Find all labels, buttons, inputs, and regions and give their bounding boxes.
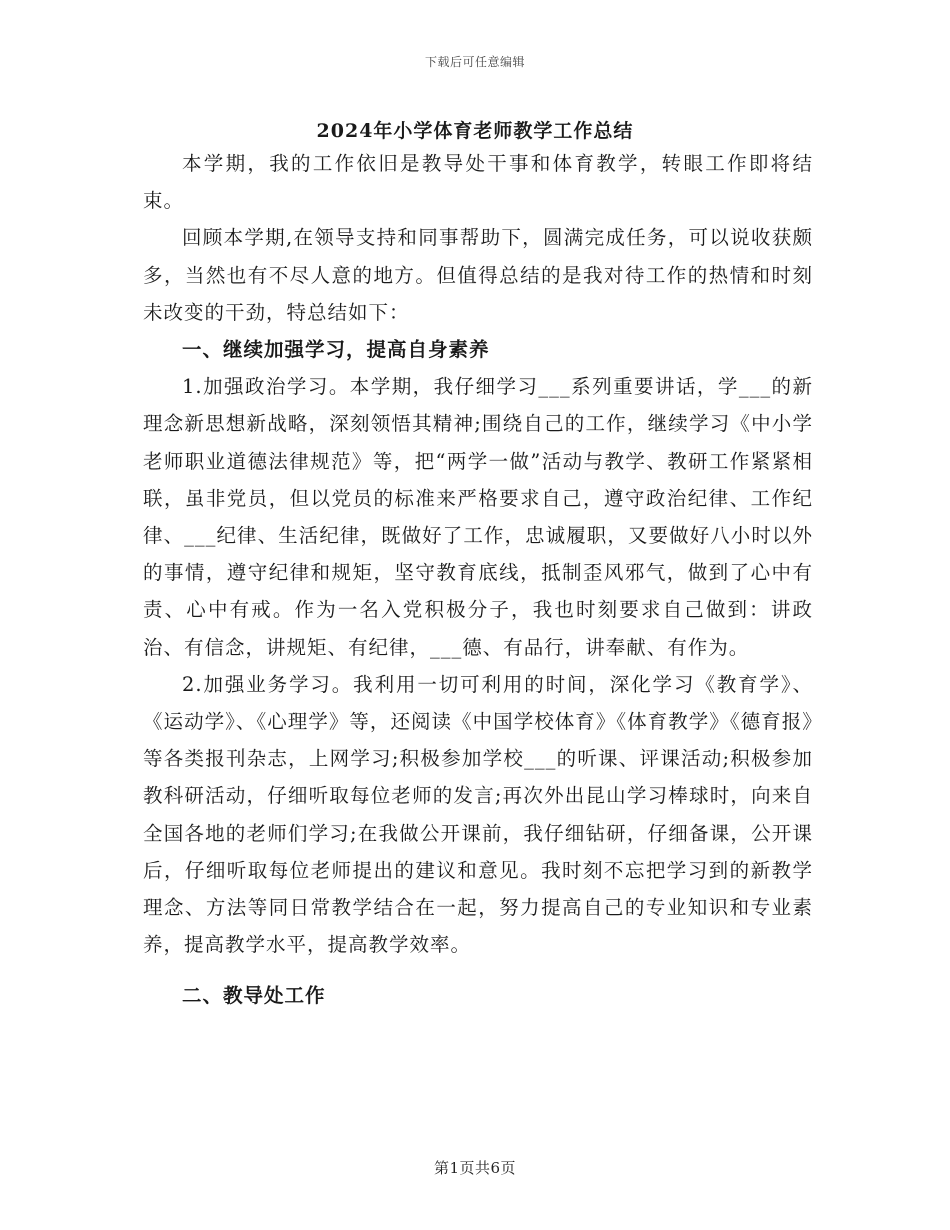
intro-paragraph: 回顾本学期,在领导支持和同事帮助下，圆满完成任务，可以说收获颇多，当然也有不尽人意的地方。但值得总结的是我对待工作的热情和时刻未改变的干劲，特总结如下：: [143, 226, 813, 324]
section-paragraph: 1.加强政治学习。本学期，我仔细学习___系列重要讲话，学___的新理念新思想新战略，深刻领悟其精神;围绕自己的工作，继续学习《中小学老师职业道德法律规范》等，把“两学一做”活动与教学、教研工作紧紧相联，虽非党员，但以党员的标准来严格要求自己，遵守政治纪律、工作纪律、___纪律、生活纪律，既做好了工作，忠诚履职，又要做好八小时以外的事情，遵守纪律和规矩，坚守教育底线，抵制歪风邪气，做到了心中有责、心中有戒。作为一名入党积极分子，我也时刻要求自己做到：讲政治、有信念，讲规矩、有纪律，___德、有品行，讲奉献、有作为。: [143, 375, 813, 659]
intro-paragraph: 本学期，我的工作依旧是教导处干事和体育教学，转眼工作即将结束。: [143, 152, 813, 213]
header-note: 下载后可任意编辑: [424, 55, 525, 69]
section-paragraph: 2.加强业务学习。我利用一切可利用的时间，深化学习《教育学》、《运动学》、《心理学》等，还阅读《中国学校体育》《体育教学》《德育报》等各类报刊杂志，上网学习;积极参加学校___的听课、评课活动;积极参加教科研活动，仔细听取每位老师的发言;再次外出昆山学习棒球时，向来自全国各地的老师们学习;在我做公开课前，我仔细钻研，仔细备课，公开课后，仔细听取每位老师提出的建议和意见。我时刻不忘把学习到的新教学理念、方法等同日常教学结合在一起，努力提高自己的专业知识和专业素养，提高教学水平，提高教学效率。: [143, 672, 813, 957]
document-title: 2024年小学体育老师教学工作总结: [316, 120, 634, 142]
section-heading: 一、继续加强学习，提高自身素养: [182, 338, 490, 362]
section-heading: 二、教导处工作: [182, 984, 326, 1008]
page-number: 第1页共6页: [433, 1159, 517, 1177]
document-body: [143, 145, 813, 1015]
